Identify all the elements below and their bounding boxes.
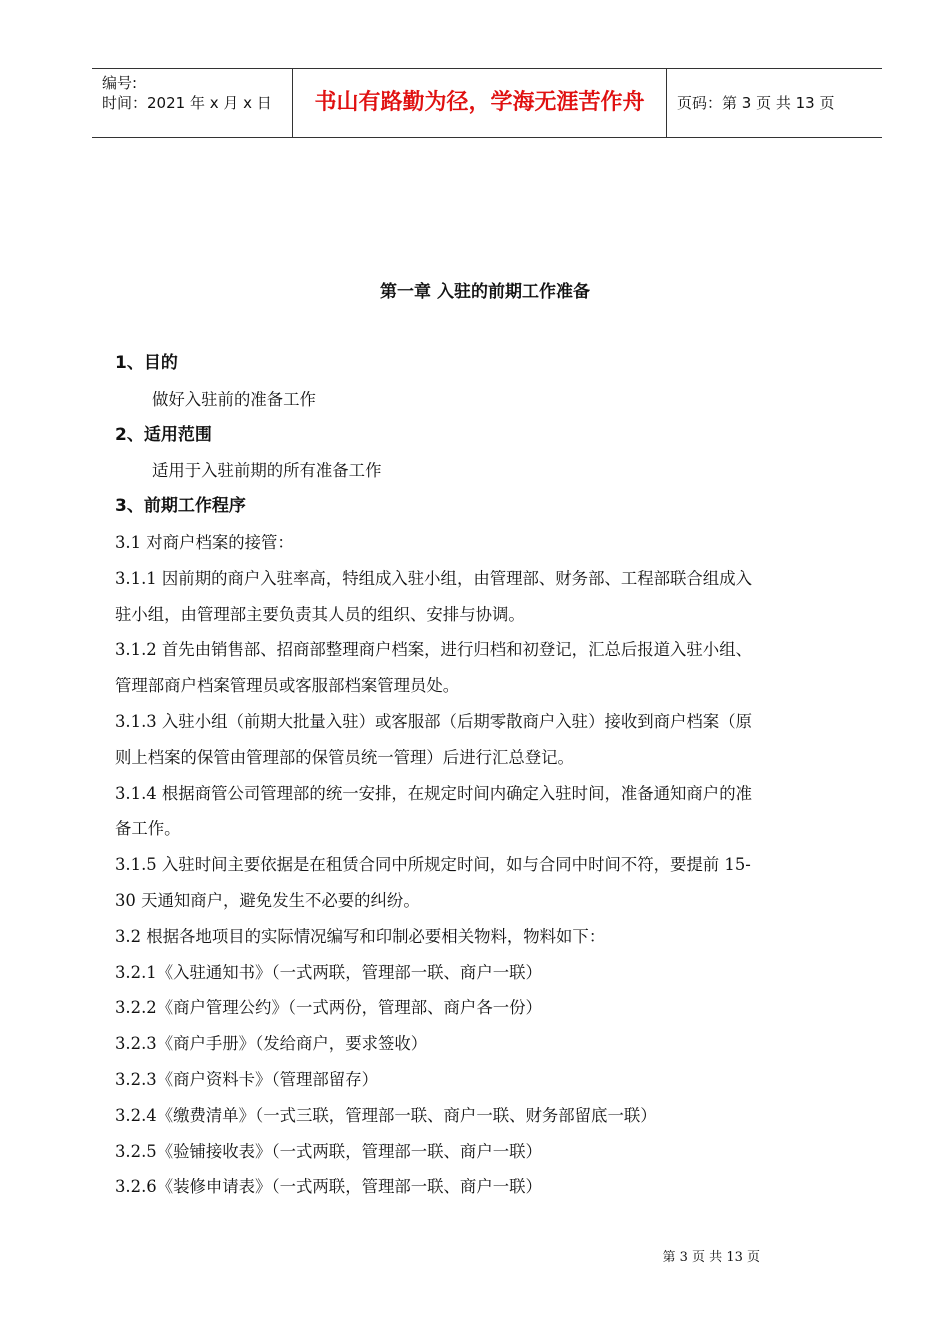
paragraph-line: 3.1.4 根据商管公司管理部的统一安排，在规定时间内确定入驻时间，准备通知商户的准	[115, 783, 752, 803]
paragraph-line: 3.1.5 入驻时间主要依据是在租赁合同中所规定时间，如与合同中时间不符，要提前 15-	[115, 855, 751, 875]
time-label: 时间：2021 年 x 月 x 日	[102, 94, 272, 112]
paragraph-line: 驻小组，由管理部主要负责其人员的组织、安排与协调。	[115, 604, 525, 624]
list-item: 3.2.6《装修申请表》（一式两联，管理部一联、商户一联）	[115, 1177, 542, 1197]
code-label: 编号:	[102, 74, 138, 92]
paragraph-line: 3.1.2 首先由销售部、招商部整理商户档案，进行归档和初登记，汇总后报道入驻小组、	[115, 640, 752, 660]
paragraph-line: 则上档案的保管由管理部的保管员统一管理）后进行汇总登记。	[115, 747, 574, 767]
header-motto: 书山有路勤为径，学海无涯苦作舟	[293, 69, 667, 137]
list-item: 3.2.4《缴费清单》（一式三联，管理部一联、商户一联、财务部留底一联）	[115, 1105, 657, 1125]
paragraph: 做好入驻前的准备工作	[152, 389, 316, 409]
list-item: 3.2.2《商户管理公约》（一式两份，管理部、商户各一份）	[115, 998, 542, 1018]
page-footer: 第 3 页 共 13 页	[662, 1250, 760, 1265]
chapter-title: 第一章 入驻的前期工作准备	[380, 282, 590, 302]
section-heading: 3、前期工作程序	[115, 496, 246, 517]
list-item: 3.2.3《商户资料卡》（管理部留存）	[115, 1069, 378, 1089]
paragraph-line: 30 天通知商户，避免发生不必要的纠纷。	[115, 890, 420, 910]
list-item: 3.2.3《商户手册》（发给商户，要求签收）	[115, 1034, 428, 1054]
document-body	[115, 346, 865, 1205]
paragraph-line: 管理部商户档案管理员或客服部档案管理员处。	[115, 676, 460, 696]
header-meta	[92, 69, 293, 137]
page-header	[92, 68, 882, 138]
list-item: 3.2.1《入驻通知书》（一式两联，管理部一联、商户一联）	[115, 962, 542, 982]
paragraph-line: 3.1.3 入驻小组（前期大批量入驻）或客服部（后期零散商户入驻）接收到商户档案（原	[115, 711, 752, 731]
list-item: 3.2.5《验铺接收表》（一式两联，管理部一联、商户一联）	[115, 1141, 542, 1161]
header-page-number: 页码：第 3 页 共 13 页	[677, 94, 835, 112]
section-heading: 1、目的	[115, 353, 178, 373]
paragraph: 适用于入驻前期的所有准备工作	[152, 461, 382, 481]
paragraph-line: 备工作。	[115, 819, 181, 839]
paragraph-line: 3.1 对商户档案的接管：	[115, 532, 294, 552]
paragraph-line: 3.2 根据各地项目的实际情况编写和印制必要相关物料，物料如下：	[115, 926, 606, 946]
section-heading: 2、适用范围	[115, 424, 212, 445]
paragraph-line: 3.1.1 因前期的商户入驻率高，特组成入驻小组，由管理部、财务部、工程部联合组成入	[115, 568, 752, 588]
